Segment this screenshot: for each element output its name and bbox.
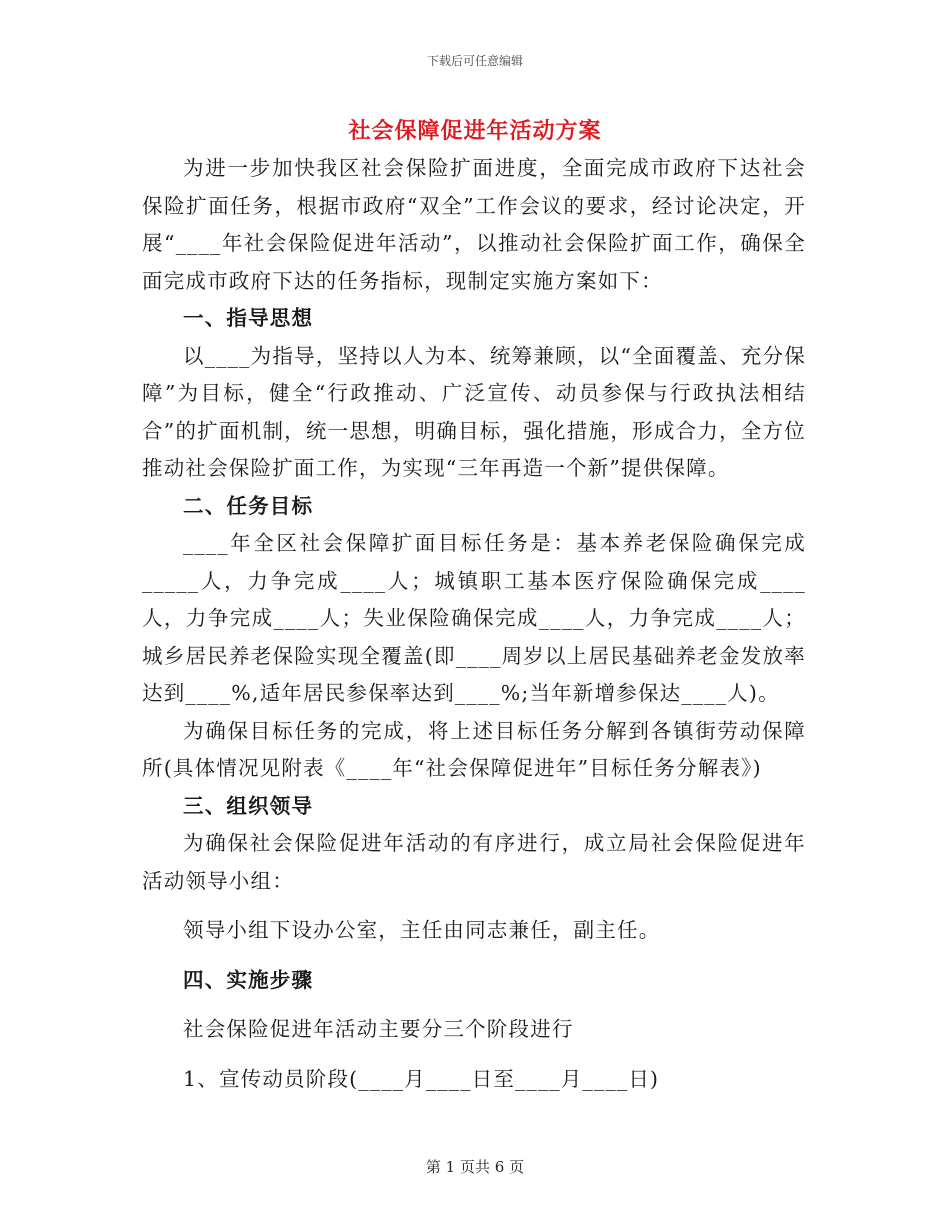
office-paragraph: 领导小组下设办公室，主任由同志兼任，副主任。 <box>183 918 661 942</box>
organization-paragraph: 为确保社会保险促进年活动的有序进行，成立局社会保险促进年活动领导小组： <box>142 831 806 893</box>
document-body <box>142 150 806 1098</box>
intro-paragraph: 为进一步加快我区社会保险扩面进度，全面完成市政府下达社会保险扩面任务，根据市政府“双全”工作会议的要求，经讨论决定，开展“____年社会保险促进年活动”，以推动社会保险扩面工作，确保全面完成市政府下达的任务指标，现制定实施方案如下： <box>142 156 806 293</box>
section-heading-steps: 四、实施步骤 <box>183 967 314 992</box>
section-heading-task-goals: 二、任务目标 <box>183 493 314 518</box>
section-heading-organization: 三、组织领导 <box>183 793 314 818</box>
task-breakdown-paragraph: 为确保目标任务的完成，将上述目标任务分解到各镇街劳动保障所(具体情况见附表《____年“社会保障促进年”目标任务分解表》) <box>142 718 806 780</box>
steps-intro-paragraph: 社会保险促进年活动主要分三个阶段进行 <box>183 1017 574 1041</box>
page-header-note: 下载后可任意编辑 <box>426 54 523 68</box>
section-heading-guiding-ideology: 一、指导思想 <box>183 306 314 330</box>
task-goals-paragraph: ____年全区社会保障扩面目标任务是：基本养老保险确保完成_____人，力争完成____人；城镇职工基本医疗保险确保完成____人，力争完成____人；失业保险确保完成____人，力争完成____人；城乡居民养老保险实现全覆盖(即____周岁以上居民基础养老金发放率达到____%,适年居民参保率达到____%;当年新增参保达____人)。 <box>142 531 806 705</box>
page-number: 第 1 页共 6 页 <box>425 1158 525 1176</box>
guiding-ideology-paragraph: 以____为指导，坚持以人为本、统筹兼顾，以“全面覆盖、充分保障”为目标，健全“行政推动、广泛宣传、动员参保与行政执法相结合”的扩面机制，统一思想，明确目标，强化措施，形成合力，全方位推动社会保险扩面工作，为实现“三年再造一个新”提供保障。 <box>142 343 806 480</box>
document-title: 社会保障促进年活动方案 <box>348 118 602 144</box>
step-one-paragraph: 1、宣传动员阶段(____月____日至____月____日) <box>183 1066 660 1091</box>
